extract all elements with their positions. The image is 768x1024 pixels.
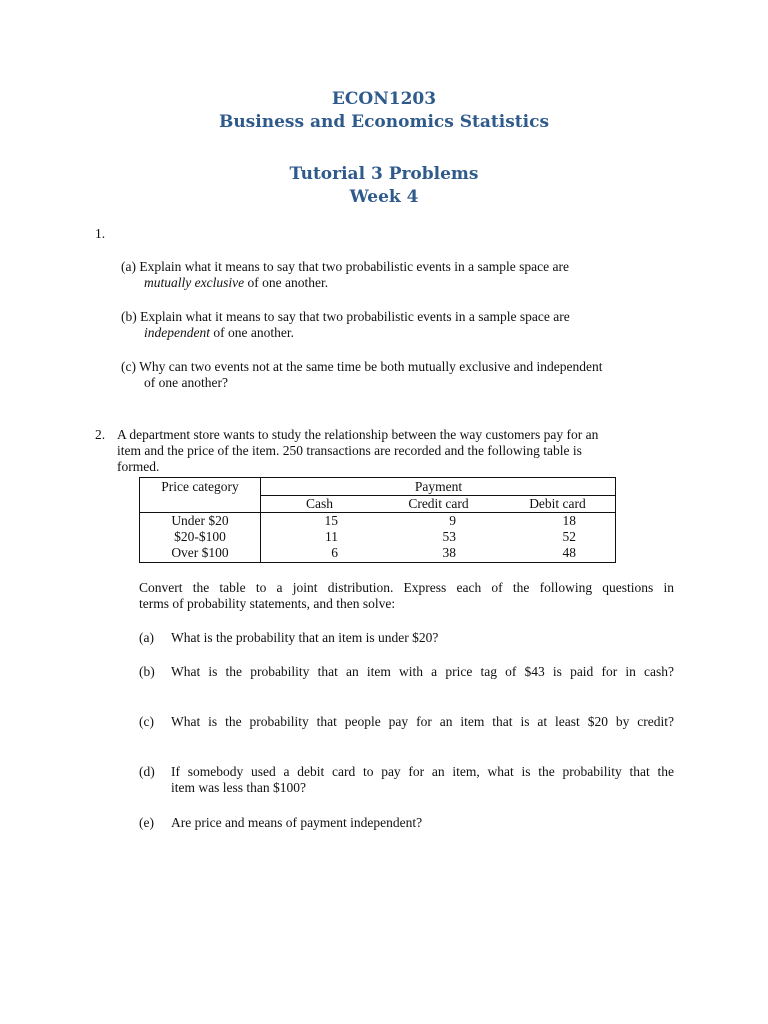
- q1a-term: mutually exclusive: [144, 275, 245, 290]
- table-cell: 18: [562, 513, 576, 528]
- table-col-header: Cash: [306, 496, 333, 511]
- q2-instruction-line2: terms of probability statements, and then solve:: [139, 596, 396, 611]
- table-cell: 48: [562, 545, 576, 560]
- tutorial-title: Tutorial 3 Problems: [289, 164, 479, 184]
- table-row-label: Under $20: [171, 513, 229, 528]
- q1b-rest: of one another.: [209, 325, 294, 340]
- q1a-line1: (a) Explain what it means to say that two probabilistic events in a sample space are: [121, 259, 569, 274]
- table-col-header: Credit card: [408, 496, 469, 511]
- q2-part-text: If somebody used a debit card to pay for an item, what is the probability that the: [171, 764, 674, 779]
- q2-part-text: What is the probability that an item is under $20?: [171, 630, 439, 645]
- q2-instruction-line1: Convert the table to a joint distribution. Express each of the following questions in: [139, 580, 674, 595]
- q2-part-label: (e): [139, 815, 154, 830]
- table-col-header: Debit card: [529, 496, 586, 511]
- q1b-term: independent: [144, 325, 210, 340]
- table-row-header: Price category: [161, 479, 239, 494]
- course-code: ECON1203: [331, 89, 437, 109]
- course-title: Business and Economics Statistics: [218, 112, 550, 132]
- q2-part-text: Are price and means of payment independent?: [171, 815, 423, 830]
- question-2-number: 2.: [95, 427, 106, 442]
- q1a-rest: of one another.: [244, 275, 329, 290]
- table-cell: 38: [442, 545, 456, 560]
- q2-part-label: (c): [139, 714, 154, 729]
- question-1-number: 1.: [95, 226, 106, 241]
- table-row-label: $20-$100: [174, 529, 226, 544]
- q2-part-text: What is the probability that an item with a price tag of $43 is paid for in cash?: [171, 664, 674, 679]
- q1b-line1: (b) Explain what it means to say that two probabilistic events in a sample space are: [121, 309, 570, 324]
- table-cell: 6: [331, 545, 338, 560]
- table-cell: 15: [324, 513, 338, 528]
- table-cell: 11: [325, 529, 338, 544]
- table-row-label: Over $100: [171, 545, 229, 560]
- q2-intro-line3: formed.: [117, 459, 160, 474]
- table-cell: 9: [449, 513, 456, 528]
- q2-part-label: (d): [139, 764, 155, 779]
- table-group-header: Payment: [414, 479, 463, 494]
- q1b-line2: [144, 325, 294, 341]
- table-cell: 52: [562, 529, 576, 544]
- q1c-line1: (c) Why can two events not at the same time be both mutually exclusive and independent: [121, 359, 603, 374]
- q2-part-text: What is the probability that people pay for an item that is at least $20 by credit?: [171, 714, 674, 729]
- table-cell: 53: [442, 529, 456, 544]
- q2-intro-line1: A department store wants to study the relationship between the way customers pay for an: [117, 427, 599, 442]
- q2-part-label: (a): [139, 630, 154, 645]
- week-label: Week 4: [349, 187, 419, 207]
- q1a-line2: [144, 275, 328, 291]
- q2-part-text-cont: item was less than $100?: [171, 780, 306, 795]
- payment-table: [139, 477, 616, 563]
- q1c-line2: of one another?: [144, 375, 228, 390]
- q2-part-label: (b): [139, 664, 155, 679]
- q2-intro-line2: item and the price of the item. 250 transactions are recorded and the following table is: [117, 443, 582, 458]
